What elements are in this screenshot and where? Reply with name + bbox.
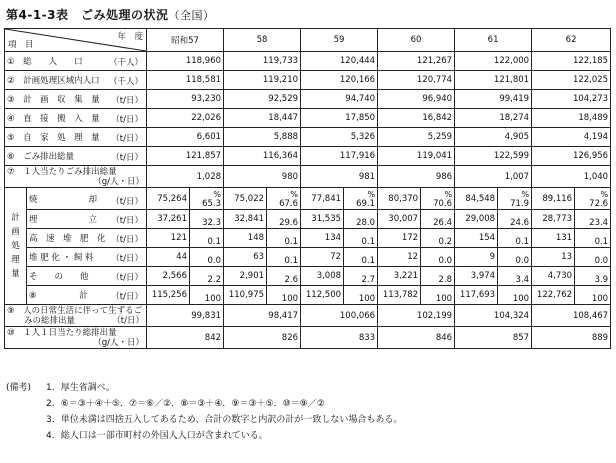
percent-value: 100 xyxy=(281,294,299,304)
row-label-text: 焼 却 xyxy=(29,194,98,205)
percent-cell xyxy=(190,229,224,248)
value-cell: 18,447 xyxy=(224,109,301,128)
percent-value: 2.2 xyxy=(207,275,222,285)
table-row xyxy=(5,71,611,90)
percent-value: 69.1 xyxy=(356,199,376,209)
value-cell: 44 xyxy=(147,248,190,267)
percent-cell xyxy=(267,210,301,229)
value-cell: 112,500 xyxy=(301,286,344,305)
row-unit: （千人） xyxy=(108,58,143,68)
percent-symbol: % xyxy=(521,190,530,199)
row-label-text: ⑦ １人当たりごみ排出総量 xyxy=(7,166,117,177)
value-cell: 134 xyxy=(301,229,344,248)
value-cell: 131 xyxy=(532,229,575,248)
percent-value: 29.6 xyxy=(279,218,299,228)
percent-cell xyxy=(498,229,532,248)
title-scope: （全国） xyxy=(168,9,215,22)
note-row xyxy=(6,428,402,444)
value-cell: 119,041 xyxy=(378,147,455,166)
table-row xyxy=(5,248,611,267)
header-year: 昭和57 xyxy=(147,29,224,52)
note-item: 4．総人口は一部市町村の外国人人口が含まれている。 xyxy=(46,431,268,441)
value-cell: 4,194 xyxy=(532,128,611,147)
percent-value: 100 xyxy=(358,294,376,304)
value-cell: 37,261 xyxy=(147,210,190,229)
value-cell: 833 xyxy=(301,327,378,349)
value-cell: 846 xyxy=(378,327,455,349)
value-cell: 72 xyxy=(301,248,344,267)
value-cell: 94,740 xyxy=(301,90,378,109)
row-label-text: ② 計画処理区域内人口 xyxy=(7,76,100,86)
percent-value: 0.1 xyxy=(284,237,299,247)
header-nendo: 年 度 xyxy=(117,32,143,42)
row-unit: （t/日） xyxy=(111,197,143,207)
percent-symbol: % xyxy=(367,190,376,199)
row-label xyxy=(5,90,147,109)
table-row xyxy=(5,286,611,305)
percent-value: 0.1 xyxy=(361,256,376,266)
row-label-text: ⑥ ごみ排出総量 xyxy=(7,152,75,162)
value-cell: 92,529 xyxy=(224,90,301,109)
value-cell: 857 xyxy=(455,327,532,349)
value-cell: 113,782 xyxy=(378,286,421,305)
header-diagonal-cell xyxy=(5,29,147,52)
title-text: 第4-1-3表 ごみ処理の状況 xyxy=(6,8,169,22)
value-cell: 121,857 xyxy=(147,147,224,166)
percent-value: 0.0 xyxy=(594,256,609,266)
value-cell: 1,007 xyxy=(455,166,532,188)
note-row xyxy=(6,380,402,396)
notes-head: (備考) xyxy=(6,383,32,393)
note-row xyxy=(6,396,402,412)
note-item: 1．厚生省調べ。 xyxy=(46,383,115,393)
percent-value: 0.2 xyxy=(438,237,453,247)
row-unit: （t/日） xyxy=(111,153,143,163)
row-label xyxy=(5,147,147,166)
percent-cell xyxy=(190,267,224,286)
value-cell: 117,916 xyxy=(301,147,378,166)
value-cell: 122,599 xyxy=(455,147,532,166)
row-label xyxy=(27,248,147,267)
header-year: 62 xyxy=(532,29,611,52)
row-label-text: ⑨ 人の日常生活に伴って生ずるご xyxy=(7,305,143,316)
value-cell: 889 xyxy=(532,327,611,349)
value-cell: 121 xyxy=(147,229,190,248)
row-unit: （t/日） xyxy=(111,134,143,144)
table-row xyxy=(5,128,611,147)
table-row xyxy=(5,267,611,286)
value-cell: 30,007 xyxy=(378,210,421,229)
row-label xyxy=(5,52,147,71)
percent-value: 71.9 xyxy=(510,199,530,209)
notes xyxy=(6,380,402,444)
table-row xyxy=(5,109,611,128)
value-cell: 120,166 xyxy=(301,71,378,90)
value-cell: 110,975 xyxy=(224,286,267,305)
row-label-text: ④ 直 接 搬 入 量 xyxy=(7,114,100,124)
value-cell: 84,548 xyxy=(455,188,498,210)
value-cell: 122,025 xyxy=(532,71,611,90)
value-cell: 122,000 xyxy=(455,52,532,71)
row-unit: （g/人・日） xyxy=(93,176,144,187)
value-cell: 16,842 xyxy=(378,109,455,128)
value-cell: 99,419 xyxy=(455,90,532,109)
value-cell: 17,850 xyxy=(301,109,378,128)
row-unit: （t/日） xyxy=(111,292,143,302)
percent-cell xyxy=(421,286,455,305)
row-label-text: みの総排出量 xyxy=(7,315,76,326)
percent-value: 2.6 xyxy=(284,275,299,285)
value-cell: 126,956 xyxy=(532,147,611,166)
row-unit: （t/日） xyxy=(111,96,143,106)
percent-symbol: % xyxy=(213,190,222,199)
value-cell: 116,364 xyxy=(224,147,301,166)
value-cell: 1,028 xyxy=(147,166,224,188)
value-cell: 118,581 xyxy=(147,71,224,90)
table-row xyxy=(5,229,611,248)
percent-value: 26.4 xyxy=(433,218,453,228)
table-row xyxy=(5,52,611,71)
percent-cell xyxy=(267,286,301,305)
row-unit: （t/日） xyxy=(112,315,144,326)
value-cell: 4,905 xyxy=(455,128,532,147)
percent-cell xyxy=(575,248,611,267)
value-cell: 93,230 xyxy=(147,90,224,109)
percent-cell xyxy=(575,286,611,305)
percent-symbol: % xyxy=(600,190,609,199)
value-cell: 986 xyxy=(378,166,455,188)
percent-cell xyxy=(190,210,224,229)
value-cell: 98,417 xyxy=(224,305,301,327)
value-cell: 122,185 xyxy=(532,52,611,71)
percent-cell xyxy=(344,188,378,210)
row-label xyxy=(5,71,147,90)
percent-value: 28.0 xyxy=(356,218,376,228)
percent-value: 0.0 xyxy=(515,256,530,266)
percent-cell xyxy=(344,229,378,248)
value-cell: 117,693 xyxy=(455,286,498,305)
percent-value: 2.8 xyxy=(438,275,453,285)
percent-value: 24.6 xyxy=(510,218,530,228)
percent-value: 3.9 xyxy=(594,275,609,285)
row-label-text: 埋 立 xyxy=(29,215,98,225)
row-label xyxy=(27,267,147,286)
value-cell: 5,326 xyxy=(301,128,378,147)
row-label-line2 xyxy=(7,316,144,326)
row-label xyxy=(27,286,147,305)
value-cell: 121,801 xyxy=(455,71,532,90)
table-row xyxy=(5,327,611,349)
percent-cell xyxy=(421,248,455,267)
row-label xyxy=(27,188,147,210)
header-komoku: 項 目 xyxy=(8,40,34,50)
header-year: 58 xyxy=(224,29,301,52)
row-unit: （t/日） xyxy=(111,216,143,226)
value-cell: 104,273 xyxy=(532,90,611,109)
percent-value: 100 xyxy=(512,294,530,304)
percent-value: 2.7 xyxy=(361,275,376,285)
value-cell: 75,022 xyxy=(224,188,267,210)
row-label-text: ⑩ １人１日当たり総排出量 xyxy=(7,327,117,338)
row-label-text: そ の 他 xyxy=(29,272,89,282)
percent-cell xyxy=(190,248,224,267)
value-cell: 826 xyxy=(224,327,301,349)
percent-value: 0.1 xyxy=(207,237,222,247)
value-cell: 172 xyxy=(378,229,421,248)
value-cell: 28,773 xyxy=(532,210,575,229)
value-cell: 115,256 xyxy=(147,286,190,305)
value-cell: 3,221 xyxy=(378,267,421,286)
value-cell: 148 xyxy=(224,229,267,248)
row-unit: （t/日） xyxy=(111,115,143,125)
note-row xyxy=(6,412,402,428)
percent-value: 0.1 xyxy=(361,237,376,247)
row-label xyxy=(5,109,147,128)
percent-symbol: % xyxy=(290,190,299,199)
row-unit: （t/日） xyxy=(111,254,143,264)
value-cell: 121,267 xyxy=(378,52,455,71)
percent-cell xyxy=(344,286,378,305)
percent-cell xyxy=(575,210,611,229)
value-cell: 22,026 xyxy=(147,109,224,128)
percent-value: 65.3 xyxy=(202,199,222,209)
value-cell: 104,324 xyxy=(455,305,532,327)
value-cell: 18,489 xyxy=(532,109,611,128)
table-row xyxy=(5,90,611,109)
percent-value: 0.1 xyxy=(594,237,609,247)
percent-value: 0.1 xyxy=(284,256,299,266)
value-cell: 3,008 xyxy=(301,267,344,286)
value-cell: 4,730 xyxy=(532,267,575,286)
header-year: 59 xyxy=(301,29,378,52)
percent-cell xyxy=(267,229,301,248)
percent-cell xyxy=(344,210,378,229)
percent-cell xyxy=(498,210,532,229)
value-cell: 2,566 xyxy=(147,267,190,286)
value-cell: 980 xyxy=(224,166,301,188)
row-label xyxy=(5,166,147,188)
header-year: 60 xyxy=(378,29,455,52)
percent-cell xyxy=(421,188,455,210)
percent-value: 67.6 xyxy=(279,199,299,209)
row-label xyxy=(5,128,147,147)
row-label xyxy=(27,210,147,229)
percent-value: 3.4 xyxy=(515,275,530,285)
table-title xyxy=(6,6,215,23)
garbage-table xyxy=(4,28,611,349)
table-row xyxy=(5,147,611,166)
percent-cell xyxy=(575,229,611,248)
value-cell: 12 xyxy=(378,248,421,267)
value-cell: 63 xyxy=(224,248,267,267)
row-label xyxy=(5,327,147,349)
note-item: 3．単位未満は四捨五入してあるため、合計の数字と内訳の計が一致しない場合もある。 xyxy=(46,415,403,425)
percent-cell xyxy=(267,248,301,267)
percent-value: 0.1 xyxy=(515,237,530,247)
row-label-text: ⑧ 計 xyxy=(29,291,88,301)
percent-cell xyxy=(498,267,532,286)
row-label xyxy=(27,229,147,248)
percent-cell xyxy=(344,267,378,286)
percent-cell xyxy=(267,267,301,286)
row-unit: （t/日） xyxy=(111,235,143,245)
percent-value: 0.0 xyxy=(438,256,453,266)
percent-cell xyxy=(575,267,611,286)
value-cell: 119,733 xyxy=(224,52,301,71)
percent-value: 23.4 xyxy=(589,218,609,228)
percent-cell xyxy=(190,188,224,210)
value-cell: 96,940 xyxy=(378,90,455,109)
value-cell: 29,008 xyxy=(455,210,498,229)
table-row xyxy=(5,305,611,327)
row-label-text: ③ 計 画 収 集 量 xyxy=(7,95,100,105)
treatment-group-label: 計 画 処 理 量 xyxy=(5,188,27,305)
table-row xyxy=(5,210,611,229)
row-unit: （千人） xyxy=(108,77,143,87)
percent-value: 72.6 xyxy=(589,199,609,209)
percent-cell xyxy=(575,188,611,210)
value-cell: 118,960 xyxy=(147,52,224,71)
value-cell: 2,901 xyxy=(224,267,267,286)
percent-cell xyxy=(267,188,301,210)
percent-value: 100 xyxy=(204,294,222,304)
value-cell: 100,066 xyxy=(301,305,378,327)
percent-cell xyxy=(344,248,378,267)
percent-cell xyxy=(421,229,455,248)
header-year: 61 xyxy=(455,29,532,52)
value-cell: 154 xyxy=(455,229,498,248)
value-cell: 89,116 xyxy=(532,188,575,210)
value-cell: 120,774 xyxy=(378,71,455,90)
value-cell: 5,259 xyxy=(378,128,455,147)
value-cell: 108,467 xyxy=(532,305,611,327)
value-cell: 31,535 xyxy=(301,210,344,229)
percent-cell xyxy=(498,286,532,305)
percent-symbol: % xyxy=(444,190,453,199)
row-unit: （g/人・日） xyxy=(93,337,144,348)
row-label-text: ⑤ 自 家 処 理 量 xyxy=(7,133,100,143)
value-cell: 1,040 xyxy=(532,166,611,188)
percent-cell xyxy=(421,267,455,286)
value-cell: 102,199 xyxy=(378,305,455,327)
row-label-text: 堆 肥 化 ・ 飼 料 xyxy=(29,253,94,263)
value-cell: 3,974 xyxy=(455,267,498,286)
percent-value: 70.6 xyxy=(433,199,453,209)
note-item: 2．⑥＝③＋④＋⑤．⑦＝⑥／②．⑧＝③＋④．⑨＝③＋⑤．⑩＝⑨／② xyxy=(46,399,325,409)
table-row xyxy=(5,188,611,210)
value-cell: 77,841 xyxy=(301,188,344,210)
percent-value: 0.0 xyxy=(207,256,222,266)
value-cell: 75,264 xyxy=(147,188,190,210)
value-cell: 80,370 xyxy=(378,188,421,210)
percent-cell xyxy=(190,286,224,305)
row-label-text: ① 総 人 口 xyxy=(7,57,83,67)
value-cell: 842 xyxy=(147,327,224,349)
percent-cell xyxy=(498,188,532,210)
table-row xyxy=(5,166,611,188)
value-cell: 119,210 xyxy=(224,71,301,90)
value-cell: 6,601 xyxy=(147,128,224,147)
value-cell: 13 xyxy=(532,248,575,267)
row-label-text: 高 速 堆 肥 化 xyxy=(29,234,106,244)
value-cell: 18,274 xyxy=(455,109,532,128)
value-cell: 120,444 xyxy=(301,52,378,71)
value-cell: 122,762 xyxy=(532,286,575,305)
value-cell: 9 xyxy=(455,248,498,267)
value-cell: 981 xyxy=(301,166,378,188)
percent-cell xyxy=(421,210,455,229)
row-label xyxy=(5,305,147,327)
value-cell: 5,888 xyxy=(224,128,301,147)
value-cell: 32,841 xyxy=(224,210,267,229)
header-row xyxy=(5,29,611,52)
row-unit: （t/日） xyxy=(111,273,143,283)
percent-value: 100 xyxy=(435,294,453,304)
value-cell: 99,831 xyxy=(147,305,224,327)
percent-value: 100 xyxy=(591,294,609,304)
percent-cell xyxy=(498,248,532,267)
percent-value: 32.3 xyxy=(202,218,222,228)
